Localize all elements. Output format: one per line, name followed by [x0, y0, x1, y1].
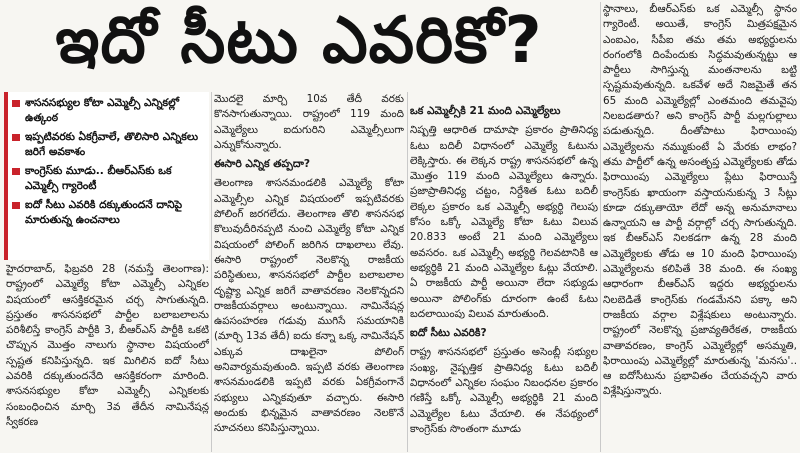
article-headline: ఇదో సీటు ఎవరికో? [55, 3, 543, 78]
bullet-square-icon [12, 100, 20, 107]
paragraph: మొదలై మార్చి 10వ తేదీ వరకు కొనసాగుతున్నాయి. రాష్ట్రంలో 119 మంది ఎమ్మెల్యేలు ఐదుగురిని ఎమ్మెల్సీలుగా ఎన్నుకోనున్నారు. [214, 93, 404, 151]
paragraph: స్థానాలు, బీఆర్‌ఎస్‌కు ఒక ఎమ్మెల్సీ స్థానం గ్యారెంటీ. అయితే, కాంగ్రెస్ మిత్రపక్షమైన ఎంఐఎం, సీపీఐ తమ తమ అభ్యర్థులను రంగంలోకి దింపేందుకు సిద్ధమవుతున్నట్టు ఆ పార్టీలు సాగిస్తున్న మంతనాలను బట్టి స్పష్టమవుతున్నది. ఒకవేళ అదే నిజమైతే తన 65 మంది ఎమ్మెల్యేల్లో ఎంతమంది తమవైపు నిలబడతారు? అని కాంగ్రెస్ పార్టీ మల్లగుల్లాలు పడుతున్నది. దీంతోపాటు ఫిరాయింపు ఎమ్మెల్యేలను నమ్ముకుంటే ఏ మేరకు లాభం? తమ పార్టీలో ఉన్న అసంతృప్త ఎమ్మెల్యేలకు తోడు ఫిరాయింపు ఎమ్మెల్యేలు ప్లేటు ఫిరాయిస్తే కాంగ్రెస్‌కు ఖాయంగా వస్తాయనుకున్న 3 సీట్లు కూడా దక్కుతాయో లేదో అన్న అనుమానాలు ఉన్నాయని ఆ పార్టీ వర్గాల్లో చర్చ సాగుతున్నది. ఇక బీఆర్‌ఎస్ నిలకడగా ఉన్న 28 మంది ఎమ్మెల్యేలకు తోడు ఆ 10 మంది ఫిరాయింపు ఎమ్మెల్యేలను కలిపితే 38 మంది. ఈ సంఖ్య ఆధారంగా బీఆర్‌ఎస్ ఇద్దరు అభ్యర్థులను నిలబెడితే కాంగ్రెస్‌కు గండమేనని పక్కా అని రాజకీయ వర్గాల విశ్లేషకులు అంటున్నారు. రాష్ట్రంలో నెలకొన్న ప్రజావ్యతిరేకత, రాజకీయ వాతావరణం, కాంగ్రెస్ ఎమ్మెల్యేల్లో అసమ్మతి, ఫిరాయింపు ఎమ్మెల్యేల్లో మారుతున్న 'మనసు'.. ఆ ఐదోసీటును ప్రభావితం చేయవచ్చని వారు విశ్లేషిస్తున్నారు. [603, 3, 797, 398]
column-divider [407, 92, 408, 452]
column-2 [214, 92, 404, 452]
highlight-item: కాంగ్రెస్‌కు మూడు.. బీఆర్‌ఎస్‌కు ఒక ఎమ్మెల్సీ గ్యారెంటీ [12, 164, 203, 194]
subheading: ఈసారి ఎన్నిక తప్పదా? [214, 158, 310, 171]
column-3 [410, 100, 598, 452]
column-divider [600, 2, 601, 452]
paragraph: రాష్ట్ర శాసనసభలో ప్రస్తుతం అసెంబ్లీ సభ్యుల సంఖ్య, నైష్పత్తిక ప్రాతినిధ్య ఓటు బదిలీ విధానంలో ఎన్నికల సంఘం నిబంధనల ప్రకారం గణిస్తే ఒక్కో ఎమ్మెల్సీ అభ్యర్థికి 21 మంది ఎమ్మెల్యేల ఓటు వేయాలి. ఈ నేపథ్యంలో కాంగ్రెస్‌కు సొంతంగా మూడు [410, 346, 598, 435]
subheading: ఐదో సీటు ఎవరికి? [410, 327, 487, 340]
highlight-item: శాసనసభ్యుల కోటా ఎమ్మెల్సీ ఎన్నికల్లో ఉత్కంఠ [12, 96, 203, 126]
paragraph: తెలంగాణ శాసనమండలికి ఎమ్మెల్యే కోటా ఎమ్మెల్సీల ఎన్నిక విషయంలో ఇప్పటివరకు పోలింగ్ జరగలేదు. తెలంగాణ తొలి శాసనసభ కొలువుదీరినప్పటి నుంచి ఎమ్మెల్యే కోటా ఎన్నిక విషయంలో పోలింగ్ జరిగిన దాఖలాలు లేవు. ఈసారి రాష్ట్రంలో నెలకొన్న రాజకీయ పరిస్థితులు, శాసనసభలో పార్టీల బలాబలాల దృష్ట్యా ఎన్నిక జరిగే వాతావరణం నెలకొన్నదని రాజకీయవర్గాలు అంటున్నాయి. నామినేషన్ల ఉపసంహరణ గడువు ముగిసే సమయానికి (మార్చి 13వ తేదీ) ఐదు కన్నా ఒక్క నామినేషన్ ఎక్కువ దాఖలైనా పోలింగ్ అనివార్యమవుతుంది. ఇప్పటి వరకు తెలంగాణ శాసనమండలికి ఇప్పటి వరకు ఏకగ్రీవంగానే సభ్యులు ఎన్నికవుతూ వచ్చారు. ఈసారి అందుకు భిన్నమైన వాతావరణం నెలకొనే సూచనలు కనిపిస్తున్నాయి. [214, 177, 404, 435]
highlight-item: ఇప్పటివరకు ఏకగ్రీవాలే, తొలిసారి ఎన్నికలు జరిగే అవకాశం [12, 130, 203, 160]
paragraph: హైదరాబాద్, ఫిబ్రవరి 28 (నమస్తే తెలంగాణ): రాష్ట్రంలో ఎమ్మెల్యే కోటా ఎమ్మెల్సీ ఎన్నికల విషయంలో ఆసక్తికరమైన చర్చ సాగుతున్నది. ప్రస్తుతం శాసనసభలో పార్టీల బలాబలాలను పరిశీలిస్తే కాంగ్రెస్ పార్టీకి 3, బీఆర్‌ఎస్ పార్టీకి ఒకటి చొప్పున మొత్తం నాలుగు స్థానాల విషయంలో స్పష్టత కనిపిస్తున్నది. ఇక మిగిలిన ఐదో సీటు ఎవరికి దక్కుతుందనేది ఆసక్తికరంగా మారింది. శాసనసభ్యుల కోటా ఎమ్మెల్సీ ఎన్నికలకు సంబంధించిన మార్చి 3వ తేదీన నామినేషన్ల స్వీకరణ [6, 263, 209, 428]
column-4 [603, 2, 797, 452]
subheading: ఒక ఎమ్మెల్సీకి 21 మంది ఎమ్మెల్యేలు [410, 105, 561, 117]
bullet-square-icon [12, 202, 20, 209]
bullet-square-icon [12, 168, 20, 175]
bullet-square-icon [12, 134, 20, 141]
highlight-item: ఐదో సీటు ఎవరికి దక్కుతుందనే దానిపై మారుతున్న ఉంచనాలు [12, 198, 203, 228]
paragraph: నిష్పత్తి ఆధారిత దామాషా ప్రకారం ప్రాతినిధ్య ఓటు బదిలీ విధానంలో ఎమ్మెల్యే ఓటును లెక్కిస్తారు. ఈ లెక్కన రాష్ట్ర శాసనసభలో ఉన్న మొత్తం 119 మంది ఎమ్మెల్యేలు ఉన్నారు. ప్రజాప్రాతినిధ్య చట్టం, నిర్దేశిత ఓటు బదిలీ లెక్కల ప్రకారం ఒక ఎమ్మెల్సీ అభ్యర్థి గెలుపు కోసం ఒక్కో ఎమ్మెల్యే కోటా ఓటు విలువ 20.833 అంటే 21 మంది ఎమ్మెల్యేలు అవసరం. ఒక ఎమ్మెల్సీ అభ్యర్థి గెలవటానికి ఆ అభ్యర్థికి 21 మంది ఎమ్మెల్యేల ఓట్లు వేయాలి. ఏ రాజకీయ పార్టీ అయినా లేదా సభ్యుడు అయినా పోలింగ్‌కు దూరంగా ఉంటే ఓటు బదలాయింపు విలువ మారుతుంది. [410, 124, 598, 320]
highlights-box [4, 92, 209, 260]
column-divider [211, 92, 212, 452]
column-1-body [6, 262, 209, 452]
